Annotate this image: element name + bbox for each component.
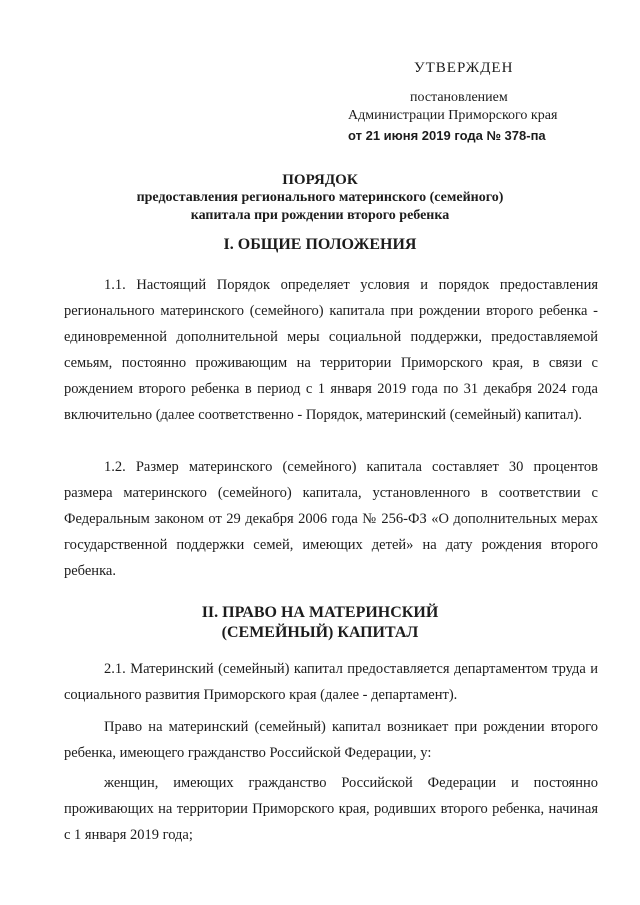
section2-heading-line1: II. ПРАВО НА МАТЕРИНСКИЙ (201, 604, 439, 621)
approval-line-administration: Администрации Приморского края (348, 108, 558, 123)
paragraph-2-3: женщин, имеющих гражданство Российской Федерации и постоянно проживающих на территории Приморского края, родивших второго ребенка, начиная с 1 января 2019 года; (64, 775, 598, 843)
document-subtitle-line1: предоставления регионального материнского (семейного) (136, 190, 504, 205)
paragraph-2-2: Право на материнский (семейный) капитал возникает при рождении второго ребенка, имеющего гражданство Российской Федерации, у: (64, 719, 598, 761)
section1-heading: I. ОБЩИЕ ПОЛОЖЕНИЯ (223, 236, 417, 253)
paragraph-1-2: 1.2. Размер материнского (семейного) капитала составляет 30 процентов размера материнского (семейного) капитала, установленного в соответствии с Федеральным законом от 29 декабря 2006 года № 256-ФЗ «О дополнительных мерах государственной поддержки семей, имеющих детей» на дату рождения второго ребенка. (64, 459, 598, 579)
approval-line-resolution: постановлением (410, 90, 508, 105)
paragraph-2-1: 2.1. Материнский (семейный) капитал предоставляется департаментом труда и социального развития Приморского края (далее - департамент). (64, 661, 598, 703)
approval-date-number: от 21 июня 2019 года № 378-па (348, 128, 546, 143)
document-title: ПОРЯДОК (282, 172, 358, 188)
approved-heading: УТВЕРЖДЕН (414, 60, 514, 76)
document-subtitle-line2: капитала при рождении второго ребенка (190, 208, 450, 223)
paragraph-1-1: 1.1. Настоящий Порядок определяет условия и порядок предоставления регионального материнского (семейного) капитала при рождении второго ребенка - единовременной дополнительной меры социальной поддержки, предоставляемой семьям, постоянно проживающим на территории Приморского края, в связи с рождением второго ребенка в период с 1 января 2019 года по 31 декабря 2024 года включительно (далее соответственно - Порядок, материнский (семейный) капитал). (64, 277, 598, 423)
section2-heading-line2: (СЕМЕЙНЫЙ) КАПИТАЛ (221, 624, 419, 641)
